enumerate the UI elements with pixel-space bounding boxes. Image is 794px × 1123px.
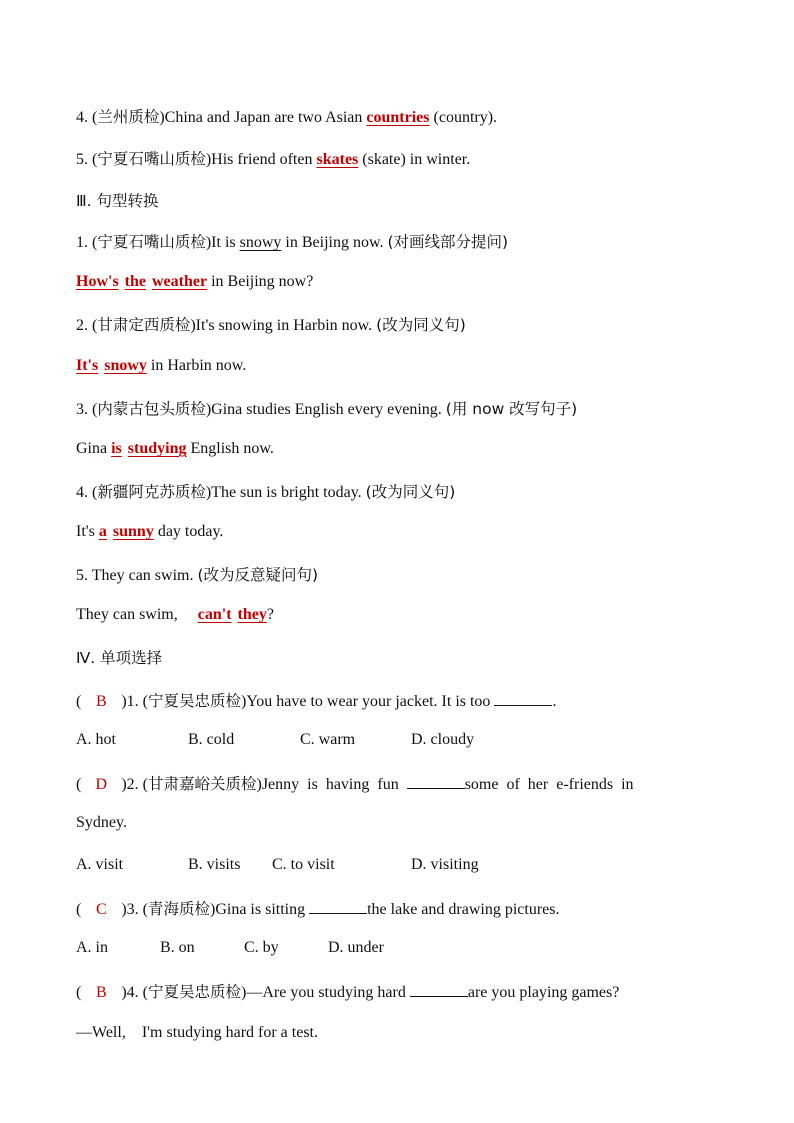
source-label: 新疆阿克苏质检: [97, 483, 206, 501]
source-label: 兰州质检: [97, 108, 160, 126]
mc-question-2: ( D )2. (甘肃嘉峪关质检)Jenny is having fun some of her e-friends in: [76, 772, 634, 796]
answer-letter: B: [95, 984, 107, 1001]
answer-blank: [309, 897, 367, 914]
answer-blank: [494, 689, 552, 706]
answer-text: a: [98, 523, 107, 540]
option-a: A. visit: [76, 856, 124, 873]
transform-answer-3: Gina is studying English now.: [76, 440, 274, 457]
answer-text: studying: [127, 440, 187, 457]
source-label: 宁夏石嘴山质检: [97, 233, 206, 251]
instruction: (用 now 改写句子): [445, 400, 578, 418]
instruction: (改为同义句): [376, 316, 466, 334]
transform-answer-5: They can swim, can't they?: [76, 606, 274, 623]
answer-text: can't: [197, 606, 232, 623]
option-d: D. visiting: [411, 856, 479, 873]
answer-letter: B: [95, 693, 107, 710]
mc-options-3: [76, 937, 384, 959]
mc-options-2: [76, 854, 479, 876]
answer-text: skates: [316, 151, 359, 168]
option-c: C. to visit: [272, 856, 335, 873]
answer-letter: C: [95, 901, 107, 918]
answer-text: weather: [152, 273, 208, 290]
fill-in-question-5: 5. (宁夏石嘴山质检)His friend often skates (skate) in winter.: [76, 150, 471, 168]
mc-question-2-continued: Sydney.: [76, 814, 127, 831]
section-title-multiple-choice: Ⅳ. 单项选择: [76, 649, 163, 667]
transform-question-3: 3. (内蒙古包头质检)Gina studies English every evening. (用 now 改写句子): [76, 400, 578, 418]
mc-options-1: [76, 729, 474, 751]
option-b: B. on: [160, 939, 195, 956]
underlined-word: snowy: [239, 234, 282, 251]
answer-text: sunny: [112, 523, 154, 540]
source-label: 甘肃嘉峪关质检: [147, 775, 257, 793]
instruction: (对画线部分提问): [387, 233, 509, 251]
source-label: 内蒙古包头质检: [97, 400, 206, 418]
option-d: D. under: [328, 939, 384, 956]
instruction: (改为同义句): [365, 483, 456, 501]
section-title-sentence-transformation: Ⅲ. 句型转换: [76, 192, 159, 210]
source-label: 青海质检: [147, 900, 210, 918]
option-a: A. in: [76, 939, 108, 956]
option-b: B. visits: [188, 856, 241, 873]
option-b: B. cold: [188, 731, 235, 748]
answer-text: snowy: [104, 357, 147, 374]
answer-text: the: [124, 273, 146, 290]
fill-in-question-4: 4. (兰州质检)China and Japan are two Asian countries (country).: [76, 108, 498, 126]
transform-question-1: 1. (宁夏石嘴山质检)It is snowy in Beijing now. (对画线部分提问): [76, 233, 509, 251]
source-label: 宁夏石嘴山质检: [97, 150, 206, 168]
transform-answer-1: How's the weather in Beijing now?: [76, 273, 314, 290]
mc-question-4-continued: —Well, I'm studying hard for a test.: [76, 1024, 318, 1041]
transform-answer-2: It's snowy in Harbin now.: [76, 357, 247, 374]
answer-text: It's: [76, 357, 99, 374]
transform-question-2: 2. (甘肃定西质检)It's snowing in Harbin now. (改为同义句): [76, 316, 466, 334]
transform-question-5: 5. They can swim. (改为反意疑问句): [76, 566, 319, 584]
option-c: C. warm: [300, 731, 356, 748]
answer-text: How's: [76, 273, 119, 290]
option-a: A. hot: [76, 731, 116, 748]
mc-question-3: ( C )3. (青海质检)Gina is sitting the lake and drawing pictures.: [76, 897, 559, 921]
answer-text: countries: [366, 109, 430, 126]
transform-question-4: 4. (新疆阿克苏质检)The sun is bright today. (改为同义句): [76, 483, 456, 501]
option-d: D. cloudy: [411, 731, 475, 748]
answer-blank: [410, 980, 468, 997]
option-c: C. by: [244, 939, 279, 956]
mc-question-1: ( B )1. (宁夏吴忠质检)You have to wear your jacket. It is too .: [76, 689, 556, 713]
answer-text: is: [111, 440, 122, 457]
answer-blank: [407, 772, 465, 789]
source-label: 宁夏吴忠质检: [147, 983, 241, 1001]
transform-answer-4: It's a sunny day today.: [76, 523, 224, 540]
instruction: (改为反意疑问句): [197, 566, 319, 584]
answer-text: they: [237, 606, 267, 623]
mc-question-4: ( B )4. (宁夏吴忠质检)—Are you studying hard are you playing games?: [76, 980, 619, 1004]
source-label: 甘肃定西质检: [97, 316, 191, 334]
source-label: 宁夏吴忠质检: [147, 692, 241, 710]
answer-letter: D: [95, 776, 108, 793]
